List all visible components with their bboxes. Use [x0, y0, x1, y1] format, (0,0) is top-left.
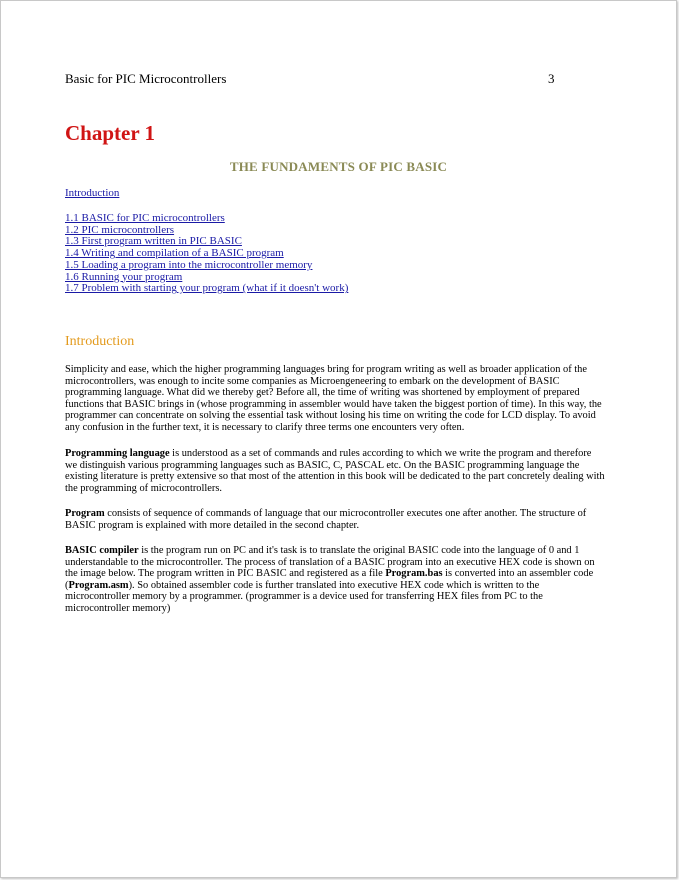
paragraph-basic-compiler-text-a: is the program run on PC and it's task is to translate the original BASIC code into the language of 0 and 1 understandable to the microcontroller. The process of translation of a BASIC program into an executive HEX code is shown on the image below. The program written in PIC BASIC and registered as a file	[65, 545, 595, 580]
running-header-title: Basic for PIC Microcontrollers	[65, 71, 227, 86]
paragraph-program	[65, 508, 605, 531]
page-number: 3	[548, 71, 555, 86]
filename-program-bas: Program.bas	[385, 568, 443, 580]
paragraph-programming-language-text: is understood as a set of commands and rules according to which we write the program and therefore we distinguish various programming languages such as BASIC, C, PASCAL etc. On the BASIC programming language the existing literature is pretty extensive so that most of the attention in this book will be dedicated to the part concretely dealing with the programming of microcontrollers.	[65, 448, 605, 494]
paragraph-intro	[65, 364, 605, 434]
paragraph-programming-language	[65, 448, 605, 494]
toc-link-1-5[interactable]: 1.5 Loading a program into the microcontroller memory	[65, 258, 313, 271]
paragraph-basic-compiler	[65, 545, 605, 615]
chapter-title: Chapter 1	[65, 121, 156, 145]
toc-link-1-3[interactable]: 1.3 First program written in PIC BASIC	[65, 235, 242, 248]
paragraph-intro-text: Simplicity and ease, which the higher programming languages bring for program writing as well as broader application of the microcontrollers, was enough to incite some companies as Microengeneering to embark on the development of BASIC programming language. What did we thereby get? Before all, the time of writing was shortened by employment of prepared functions that BASIC brings in (whose programming in assembler would have taken the biggest portion of time). In this way, the programmer can concentrate on solving the essential task without losing his time on writing the code for LCD display. To avoid any confusion in the further text, it is necessary to clarify three terms one encounters very often.	[65, 364, 602, 433]
term-basic-compiler: BASIC compiler	[65, 545, 139, 556]
filename-program-asm: Program.asm	[68, 579, 129, 591]
section-heading-introduction: Introduction	[65, 334, 135, 349]
toc-link-introduction[interactable]: Introduction	[65, 187, 120, 199]
chapter-subtitle: THE FUNDAMENTS OF PIC BASIC	[229, 159, 448, 174]
toc-link-1-4[interactable]: 1.4 Writing and compilation of a BASIC program	[65, 247, 284, 260]
toc-link-1-1[interactable]: 1.1 BASIC for PIC microcontrollers	[65, 212, 225, 224]
toc-link-1-7[interactable]: 1.7 Problem with starting your program (what if it doesn't work)	[65, 282, 349, 295]
toc-link-1-6[interactable]: 1.6 Running your program	[65, 270, 183, 283]
paragraph-basic-compiler-text-b: is converted into an assembler code (	[65, 568, 594, 591]
paragraph-basic-compiler-text-c: ). So obtained assembler code is further translated into executive HEX code which is written to the microcontroller memory by a programmer. (programmer is a device used for transferring HEX files from PC to the microcontroller memory)	[65, 579, 543, 614]
table-of-contents	[65, 213, 348, 295]
toc-link-1-2[interactable]: 1.2 PIC microcontrollers	[65, 223, 175, 236]
term-programming-language: Programming language	[65, 448, 170, 459]
paragraph-program-text: consists of sequence of commands of language that our microcontroller executes one after another. The structure of BASIC program is explained with more detailed in the second chapter.	[65, 508, 587, 531]
term-program: Program	[65, 508, 105, 519]
